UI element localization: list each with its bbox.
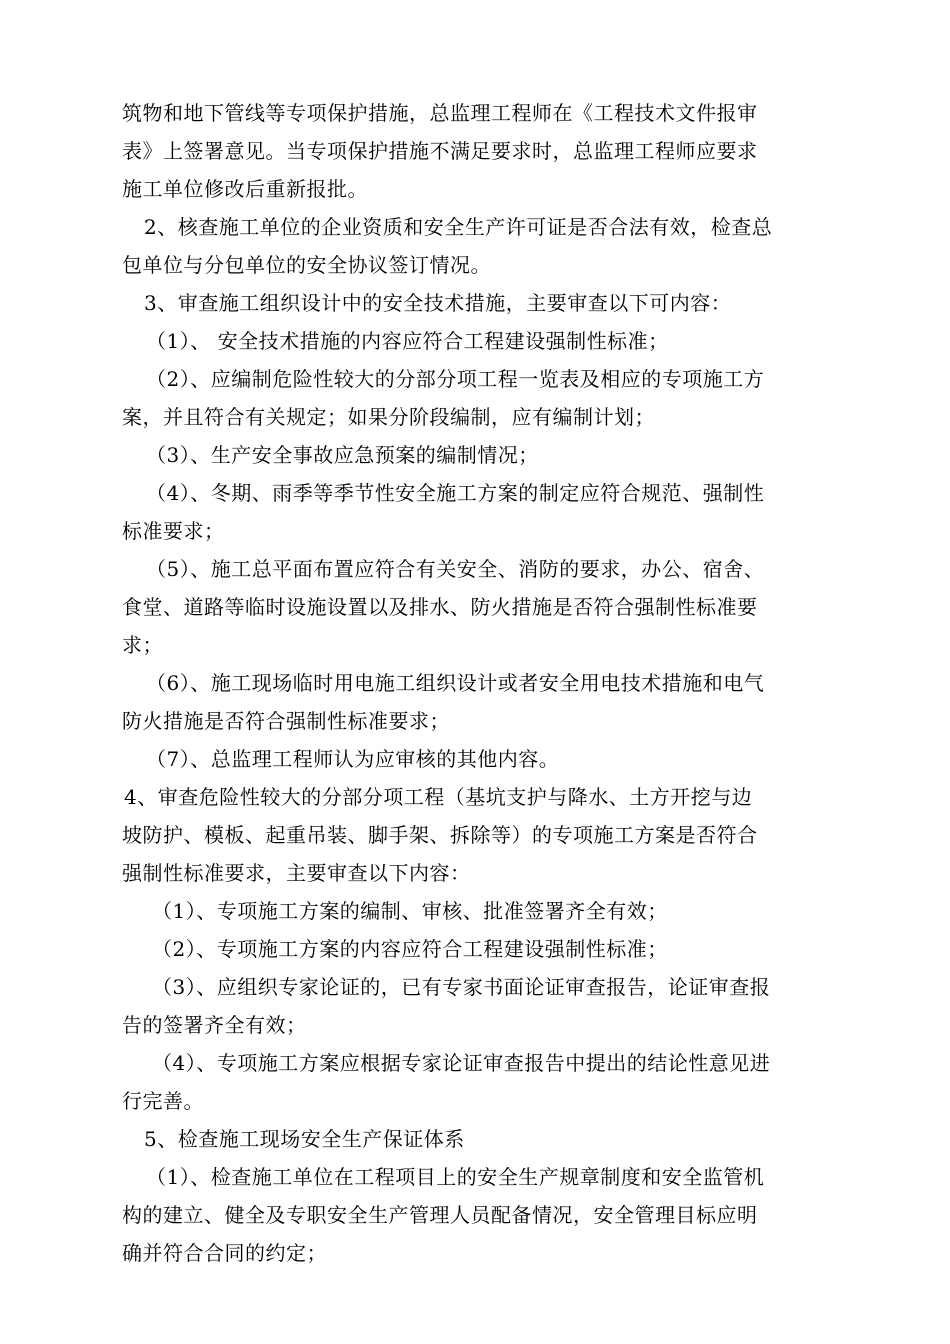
text-line: 3、审查施工组织设计中的安全技术措施，主要审查以下可内容： bbox=[144, 291, 732, 315]
text-line: 食堂、道路等临时设施设置以及排水、防火措施是否符合强制性标准要 bbox=[122, 595, 758, 619]
text-line: 防火措施是否符合强制性标准要求； bbox=[122, 709, 450, 733]
text-line: 施工单位修改后重新报批。 bbox=[122, 177, 368, 201]
text-line: （5）、施工总平面布置应符合有关安全、消防的要求，办公、宿舍、 bbox=[146, 557, 765, 581]
text-line: 确并符合合同的约定； bbox=[122, 1241, 327, 1265]
text-line: （2）、应编制危险性较大的分部分项工程一览表及相应的专项施工方 bbox=[146, 367, 765, 391]
text-line: 5、检查施工现场安全生产保证体系 bbox=[144, 1127, 465, 1151]
text-line: 包单位与分包单位的安全协议签订情况。 bbox=[122, 253, 491, 277]
text-line: 求； bbox=[122, 633, 163, 657]
text-line: 告的签署齐全有效； bbox=[122, 1013, 307, 1037]
text-line: （7）、总监理工程师认为应审核的其他内容。 bbox=[146, 747, 560, 771]
text-line: 标准要求； bbox=[122, 519, 225, 543]
text-line: （4）、专项施工方案应根据专家论证审查报告中提出的结论性意见进 bbox=[152, 1051, 771, 1075]
text-line: 筑物和地下管线等专项保护措施，总监理工程师在《工程技术文件报审 bbox=[122, 101, 758, 125]
text-line: （1）、 安全技术措施的内容应符合工程建设强制性标准； bbox=[146, 329, 669, 353]
text-line: 强制性标准要求，主要审查以下内容： bbox=[122, 861, 471, 885]
text-line: 行完善。 bbox=[122, 1089, 204, 1113]
text-line: （6）、施工现场临时用电施工组织设计或者安全用电技术措施和电气 bbox=[146, 671, 765, 695]
text-line: （1）、专项施工方案的编制、审核、批准签署齐全有效； bbox=[152, 899, 668, 923]
text-line: （3）、应组织专家论证的，已有专家书面论证审查报告，论证审查报 bbox=[152, 975, 771, 999]
text-line: 坡防护、模板、起重吊装、脚手架、拆除等）的专项施工方案是否符合 bbox=[122, 823, 758, 847]
text-line: 构的建立、健全及专职安全生产管理人员配备情况，安全管理目标应明 bbox=[122, 1203, 758, 1227]
text-line: 2、核查施工单位的企业资质和安全生产许可证是否合法有效，检查总 bbox=[144, 215, 773, 239]
text-line: 4、审查危险性较大的分部分项工程（基坑支护与降水、土方开挖与边 bbox=[124, 785, 753, 809]
text-line: 案，并且符合有关规定；如果分阶段编制，应有编制计划； bbox=[122, 405, 655, 429]
text-line: 表》上签署意见。当专项保护措施不满足要求时，总监理工程师应要求 bbox=[122, 139, 758, 163]
text-line: （4）、冬期、雨季等季节性安全施工方案的制定应符合规范、强制性 bbox=[146, 481, 765, 505]
text-line: （3）、生产安全事故应急预案的编制情况； bbox=[146, 443, 539, 467]
text-line: （1）、检查施工单位在工程项目上的安全生产规章制度和安全监管机 bbox=[146, 1165, 765, 1189]
text-line: （2）、专项施工方案的内容应符合工程建设强制性标准； bbox=[152, 937, 668, 961]
